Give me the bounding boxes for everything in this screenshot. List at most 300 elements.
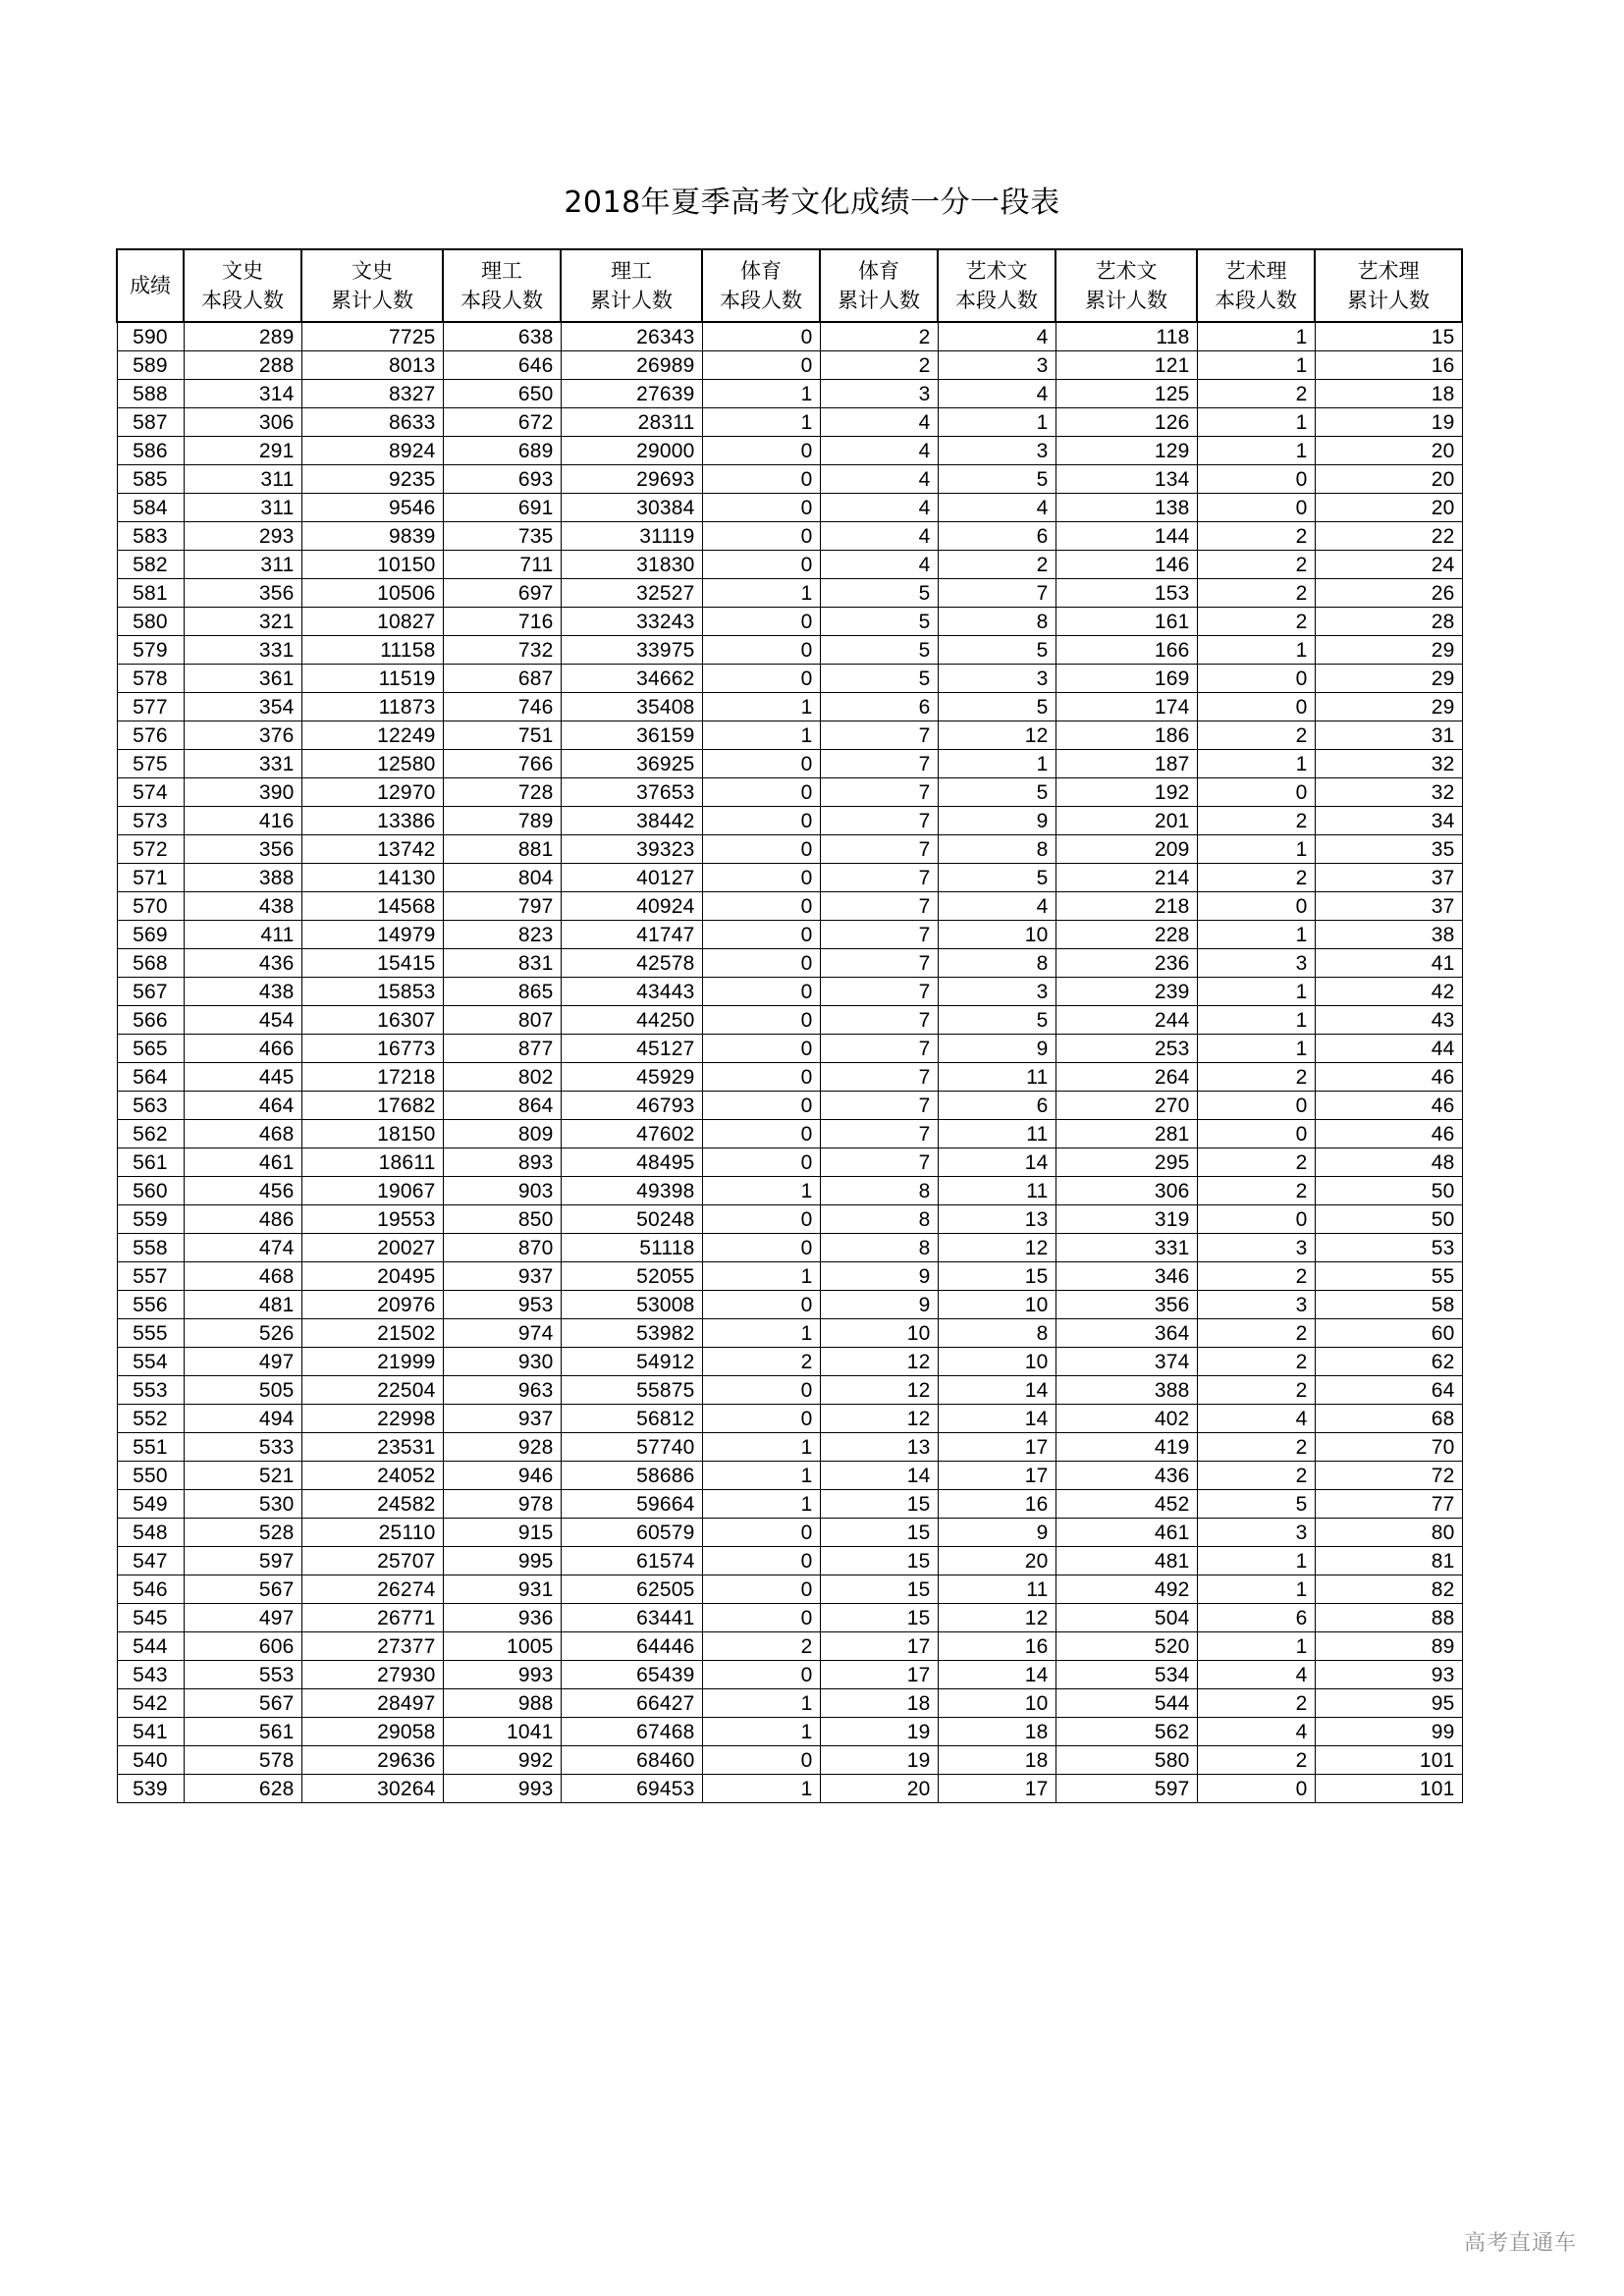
- cell-score: 584: [117, 494, 184, 522]
- cell-value: 0: [702, 551, 820, 579]
- cell-value: 29000: [561, 437, 702, 465]
- cell-value: 804: [443, 864, 561, 892]
- cell-value: 34662: [561, 665, 702, 693]
- cell-value: 0: [1197, 665, 1315, 693]
- cell-value: 528: [184, 1519, 301, 1547]
- cell-value: 89: [1315, 1632, 1462, 1661]
- cell-value: 61574: [561, 1547, 702, 1575]
- cell-value: 638: [443, 322, 561, 351]
- cell-value: 877: [443, 1035, 561, 1063]
- cell-score: 581: [117, 579, 184, 608]
- column-header-category: 理工: [611, 259, 652, 283]
- cell-value: 2: [1197, 864, 1315, 892]
- cell-value: 15415: [301, 949, 443, 978]
- cell-value: 36159: [561, 721, 702, 750]
- cell-value: 461: [1056, 1519, 1197, 1547]
- cell-value: 39323: [561, 835, 702, 864]
- cell-value: 0: [702, 835, 820, 864]
- cell-value: 1: [1197, 408, 1315, 437]
- cell-value: 7: [820, 807, 938, 835]
- cell-value: 1: [1197, 750, 1315, 778]
- cell-value: 8013: [301, 351, 443, 380]
- cell-score: 549: [117, 1490, 184, 1519]
- cell-value: 1: [1197, 978, 1315, 1006]
- cell-value: 1005: [443, 1632, 561, 1661]
- cell-value: 32: [1315, 750, 1462, 778]
- cell-value: 9: [820, 1262, 938, 1291]
- cell-value: 597: [1056, 1775, 1197, 1803]
- cell-value: 691: [443, 494, 561, 522]
- cell-score: 570: [117, 892, 184, 921]
- cell-value: 580: [1056, 1746, 1197, 1775]
- cell-value: 388: [184, 864, 301, 892]
- cell-value: 63441: [561, 1604, 702, 1632]
- cell-value: 4: [1197, 1718, 1315, 1746]
- cell-value: 46793: [561, 1092, 702, 1120]
- cell-value: 306: [1056, 1177, 1197, 1205]
- cell-value: 2: [1197, 1462, 1315, 1490]
- column-header-metric: 本段人数: [720, 289, 802, 312]
- score-table-container: [116, 248, 1461, 1803]
- table-row: [117, 1718, 1462, 1746]
- table-row: [117, 636, 1462, 665]
- cell-value: 7: [820, 1120, 938, 1148]
- cell-value: 20: [1315, 437, 1462, 465]
- cell-value: 751: [443, 721, 561, 750]
- cell-value: 8: [938, 949, 1056, 978]
- cell-value: 10: [938, 1291, 1056, 1319]
- cell-value: 4: [820, 522, 938, 551]
- score-distribution-table: [116, 248, 1463, 1803]
- cell-value: 402: [1056, 1405, 1197, 1433]
- cell-value: 0: [1197, 778, 1315, 807]
- cell-value: 1: [1197, 1632, 1315, 1661]
- cell-value: 7: [820, 864, 938, 892]
- cell-value: 7: [820, 1035, 938, 1063]
- cell-value: 356: [1056, 1291, 1197, 1319]
- cell-value: 2: [1197, 1262, 1315, 1291]
- cell-value: 50: [1315, 1205, 1462, 1234]
- cell-value: 11: [938, 1063, 1056, 1092]
- cell-value: 8924: [301, 437, 443, 465]
- cell-value: 2: [1197, 551, 1315, 579]
- cell-value: 2: [702, 1632, 820, 1661]
- cell-value: 45929: [561, 1063, 702, 1092]
- cell-value: 144: [1056, 522, 1197, 551]
- cell-value: 44: [1315, 1035, 1462, 1063]
- cell-score: 563: [117, 1092, 184, 1120]
- cell-value: 1: [702, 1775, 820, 1803]
- table-row: [117, 522, 1462, 551]
- cell-value: 728: [443, 778, 561, 807]
- cell-value: 70: [1315, 1433, 1462, 1462]
- cell-value: 15: [1315, 322, 1462, 351]
- column-header-category: 体育: [740, 259, 782, 283]
- cell-value: 244: [1056, 1006, 1197, 1035]
- cell-value: 66427: [561, 1689, 702, 1718]
- cell-value: 26989: [561, 351, 702, 380]
- cell-value: 2: [1197, 721, 1315, 750]
- table-row: [117, 1205, 1462, 1234]
- cell-value: 411: [184, 921, 301, 949]
- cell-value: 533: [184, 1433, 301, 1462]
- cell-value: 0: [1197, 1205, 1315, 1234]
- cell-value: 321: [184, 608, 301, 636]
- cell-value: 17218: [301, 1063, 443, 1092]
- cell-value: 52055: [561, 1262, 702, 1291]
- cell-value: 169: [1056, 665, 1197, 693]
- cell-value: 436: [1056, 1462, 1197, 1490]
- cell-value: 22998: [301, 1405, 443, 1433]
- cell-score: 560: [117, 1177, 184, 1205]
- cell-value: 174: [1056, 693, 1197, 721]
- cell-value: 7: [820, 778, 938, 807]
- cell-value: 468: [184, 1120, 301, 1148]
- cell-value: 253: [1056, 1035, 1197, 1063]
- cell-value: 2: [1197, 608, 1315, 636]
- cell-value: 9: [820, 1291, 938, 1319]
- column-header-8: [1056, 249, 1197, 322]
- table-row: [117, 1092, 1462, 1120]
- cell-value: 0: [702, 1547, 820, 1575]
- cell-value: 10: [938, 1689, 1056, 1718]
- cell-value: 766: [443, 750, 561, 778]
- cell-value: 8: [938, 608, 1056, 636]
- cell-value: 7: [820, 1006, 938, 1035]
- cell-value: 19553: [301, 1205, 443, 1234]
- cell-value: 29058: [301, 1718, 443, 1746]
- cell-value: 20495: [301, 1262, 443, 1291]
- cell-value: 166: [1056, 636, 1197, 665]
- cell-value: 3: [938, 665, 1056, 693]
- cell-value: 937: [443, 1262, 561, 1291]
- cell-value: 3: [1197, 1291, 1315, 1319]
- cell-value: 0: [702, 949, 820, 978]
- cell-value: 331: [1056, 1234, 1197, 1262]
- cell-value: 419: [1056, 1433, 1197, 1462]
- table-row: [117, 1661, 1462, 1689]
- cell-value: 15: [820, 1490, 938, 1519]
- cell-score: 550: [117, 1462, 184, 1490]
- table-row: [117, 778, 1462, 807]
- table-row: [117, 608, 1462, 636]
- cell-value: 43443: [561, 978, 702, 1006]
- cell-value: 209: [1056, 835, 1197, 864]
- column-header-category: 文史: [222, 259, 263, 283]
- cell-score: 541: [117, 1718, 184, 1746]
- cell-value: 0: [702, 978, 820, 1006]
- cell-value: 37: [1315, 892, 1462, 921]
- cell-score: 571: [117, 864, 184, 892]
- cell-value: 7: [820, 721, 938, 750]
- cell-value: 3: [1197, 1234, 1315, 1262]
- cell-value: 22504: [301, 1376, 443, 1405]
- cell-value: 10: [820, 1319, 938, 1348]
- cell-value: 19: [820, 1718, 938, 1746]
- cell-value: 3: [1197, 1519, 1315, 1547]
- cell-value: 18611: [301, 1148, 443, 1177]
- cell-value: 0: [702, 494, 820, 522]
- cell-score: 569: [117, 921, 184, 949]
- cell-value: 4: [938, 892, 1056, 921]
- cell-value: 14: [820, 1462, 938, 1490]
- cell-value: 0: [702, 636, 820, 665]
- cell-value: 55: [1315, 1262, 1462, 1291]
- table-row: [117, 665, 1462, 693]
- column-header-4: [561, 249, 702, 322]
- cell-value: 33243: [561, 608, 702, 636]
- cell-value: 289: [184, 322, 301, 351]
- cell-score: 551: [117, 1433, 184, 1462]
- cell-value: 553: [184, 1661, 301, 1689]
- cell-value: 8: [820, 1205, 938, 1234]
- cell-value: 461: [184, 1148, 301, 1177]
- cell-value: 1: [702, 1262, 820, 1291]
- column-header-category: 体育: [858, 259, 899, 283]
- cell-value: 30264: [301, 1775, 443, 1803]
- cell-value: 29: [1315, 665, 1462, 693]
- table-row: [117, 465, 1462, 494]
- cell-value: 31830: [561, 551, 702, 579]
- cell-value: 58: [1315, 1291, 1462, 1319]
- cell-value: 1: [702, 408, 820, 437]
- cell-value: 5: [820, 665, 938, 693]
- cell-value: 55875: [561, 1376, 702, 1405]
- cell-value: 13: [938, 1205, 1056, 1234]
- cell-value: 361: [184, 665, 301, 693]
- cell-value: 57740: [561, 1433, 702, 1462]
- cell-value: 3: [938, 351, 1056, 380]
- cell-value: 10: [938, 1348, 1056, 1376]
- cell-value: 12: [820, 1376, 938, 1405]
- cell-score: 564: [117, 1063, 184, 1092]
- cell-value: 20: [1315, 465, 1462, 494]
- cell-value: 963: [443, 1376, 561, 1405]
- cell-value: 67468: [561, 1718, 702, 1746]
- cell-score: 578: [117, 665, 184, 693]
- cell-value: 129: [1056, 437, 1197, 465]
- cell-value: 134: [1056, 465, 1197, 494]
- cell-value: 436: [184, 949, 301, 978]
- cell-value: 9: [938, 807, 1056, 835]
- cell-value: 807: [443, 1006, 561, 1035]
- cell-value: 264: [1056, 1063, 1197, 1092]
- cell-value: 8: [938, 835, 1056, 864]
- cell-value: 567: [184, 1575, 301, 1604]
- cell-value: 32527: [561, 579, 702, 608]
- cell-score: 553: [117, 1376, 184, 1405]
- cell-value: 20976: [301, 1291, 443, 1319]
- cell-value: 0: [702, 1604, 820, 1632]
- cell-value: 51118: [561, 1234, 702, 1262]
- cell-value: 2: [1197, 1063, 1315, 1092]
- column-header-10: [1315, 249, 1462, 322]
- table-row: [117, 322, 1462, 351]
- column-header-category: 理工: [481, 259, 522, 283]
- cell-value: 953: [443, 1291, 561, 1319]
- cell-value: 356: [184, 579, 301, 608]
- table-row: [117, 864, 1462, 892]
- cell-value: 354: [184, 693, 301, 721]
- cell-value: 281: [1056, 1120, 1197, 1148]
- cell-value: 8: [820, 1234, 938, 1262]
- cell-value: 5: [938, 864, 1056, 892]
- cell-value: 468: [184, 1262, 301, 1291]
- table-header: [117, 249, 1462, 322]
- cell-value: 492: [1056, 1575, 1197, 1604]
- cell-value: 28: [1315, 608, 1462, 636]
- cell-value: 0: [702, 1746, 820, 1775]
- cell-value: 1: [1197, 921, 1315, 949]
- cell-score: 546: [117, 1575, 184, 1604]
- cell-value: 58686: [561, 1462, 702, 1490]
- table-row: [117, 1689, 1462, 1718]
- cell-value: 62: [1315, 1348, 1462, 1376]
- cell-value: 5: [938, 693, 1056, 721]
- table-row: [117, 949, 1462, 978]
- cell-value: 526: [184, 1319, 301, 1348]
- table-row: [117, 1604, 1462, 1632]
- cell-value: 153: [1056, 579, 1197, 608]
- column-header-6: [820, 249, 938, 322]
- cell-value: 319: [1056, 1205, 1197, 1234]
- cell-value: 214: [1056, 864, 1197, 892]
- cell-score: 539: [117, 1775, 184, 1803]
- table-row: [117, 1348, 1462, 1376]
- cell-value: 1: [702, 380, 820, 408]
- cell-score: 580: [117, 608, 184, 636]
- table-row: [117, 1063, 1462, 1092]
- cell-score: 579: [117, 636, 184, 665]
- cell-value: 12: [938, 721, 1056, 750]
- cell-value: 672: [443, 408, 561, 437]
- cell-value: 126: [1056, 408, 1197, 437]
- column-header-metric: 成绩: [130, 274, 171, 297]
- cell-value: 578: [184, 1746, 301, 1775]
- cell-value: 311: [184, 551, 301, 579]
- cell-value: 0: [702, 864, 820, 892]
- cell-value: 14: [938, 1405, 1056, 1433]
- cell-value: 497: [184, 1604, 301, 1632]
- cell-value: 121: [1056, 351, 1197, 380]
- cell-value: 16307: [301, 1006, 443, 1035]
- cell-value: 41747: [561, 921, 702, 949]
- cell-value: 0: [702, 921, 820, 949]
- table-row: [117, 1632, 1462, 1661]
- cell-value: 13: [820, 1433, 938, 1462]
- cell-value: 364: [1056, 1319, 1197, 1348]
- cell-value: 2: [1197, 1746, 1315, 1775]
- cell-value: 1: [702, 1319, 820, 1348]
- table-row: [117, 978, 1462, 1006]
- column-header-metric: 累计人数: [590, 289, 673, 312]
- cell-value: 20: [938, 1547, 1056, 1575]
- cell-value: 18150: [301, 1120, 443, 1148]
- cell-value: 9: [938, 1519, 1056, 1547]
- cell-value: 870: [443, 1234, 561, 1262]
- cell-value: 716: [443, 608, 561, 636]
- cell-value: 54912: [561, 1348, 702, 1376]
- cell-score: 566: [117, 1006, 184, 1035]
- cell-score: 573: [117, 807, 184, 835]
- cell-value: 7: [820, 835, 938, 864]
- column-header-1: [184, 249, 301, 322]
- cell-value: 192: [1056, 778, 1197, 807]
- cell-value: 1: [702, 579, 820, 608]
- cell-value: 18: [820, 1689, 938, 1718]
- cell-score: 540: [117, 1746, 184, 1775]
- cell-score: 576: [117, 721, 184, 750]
- table-row: [117, 1262, 1462, 1291]
- cell-score: 545: [117, 1604, 184, 1632]
- cell-value: 346: [1056, 1262, 1197, 1291]
- cell-score: 557: [117, 1262, 184, 1291]
- cell-value: 331: [184, 750, 301, 778]
- cell-value: 9235: [301, 465, 443, 494]
- cell-value: 291: [184, 437, 301, 465]
- cell-value: 331: [184, 636, 301, 665]
- cell-value: 7: [820, 750, 938, 778]
- cell-value: 311: [184, 494, 301, 522]
- cell-value: 16773: [301, 1035, 443, 1063]
- table-row: [117, 380, 1462, 408]
- cell-value: 21999: [301, 1348, 443, 1376]
- cell-score: 589: [117, 351, 184, 380]
- column-header-category: 艺术理: [1224, 259, 1287, 283]
- cell-value: 15: [938, 1262, 1056, 1291]
- cell-value: 7: [820, 892, 938, 921]
- cell-value: 0: [702, 1376, 820, 1405]
- cell-value: 36925: [561, 750, 702, 778]
- cell-value: 20: [1315, 494, 1462, 522]
- cell-value: 5: [820, 579, 938, 608]
- cell-value: 0: [702, 1661, 820, 1689]
- cell-value: 5: [820, 608, 938, 636]
- cell-value: 270: [1056, 1092, 1197, 1120]
- cell-value: 17: [938, 1775, 1056, 1803]
- cell-value: 1: [702, 1177, 820, 1205]
- cell-value: 2: [1197, 1689, 1315, 1718]
- column-header-metric: 本段人数: [955, 289, 1038, 312]
- table-row: [117, 1120, 1462, 1148]
- cell-value: 295: [1056, 1148, 1197, 1177]
- column-header-category: 文史: [352, 259, 393, 283]
- cell-value: 1041: [443, 1718, 561, 1746]
- table-row: [117, 408, 1462, 437]
- cell-value: 0: [1197, 1775, 1315, 1803]
- cell-value: 0: [702, 1035, 820, 1063]
- cell-value: 992: [443, 1746, 561, 1775]
- cell-value: 864: [443, 1092, 561, 1120]
- cell-value: 520: [1056, 1632, 1197, 1661]
- cell-value: 5: [820, 636, 938, 665]
- cell-value: 53: [1315, 1234, 1462, 1262]
- cell-value: 438: [184, 892, 301, 921]
- cell-value: 8: [820, 1177, 938, 1205]
- cell-value: 99: [1315, 1718, 1462, 1746]
- cell-value: 68: [1315, 1405, 1462, 1433]
- cell-value: 454: [184, 1006, 301, 1035]
- cell-score: 554: [117, 1348, 184, 1376]
- cell-value: 3: [938, 978, 1056, 1006]
- cell-value: 12249: [301, 721, 443, 750]
- cell-value: 0: [702, 465, 820, 494]
- cell-value: 24: [1315, 551, 1462, 579]
- cell-value: 81: [1315, 1547, 1462, 1575]
- cell-value: 43: [1315, 1006, 1462, 1035]
- cell-value: 17: [820, 1632, 938, 1661]
- cell-value: 2: [1197, 1433, 1315, 1462]
